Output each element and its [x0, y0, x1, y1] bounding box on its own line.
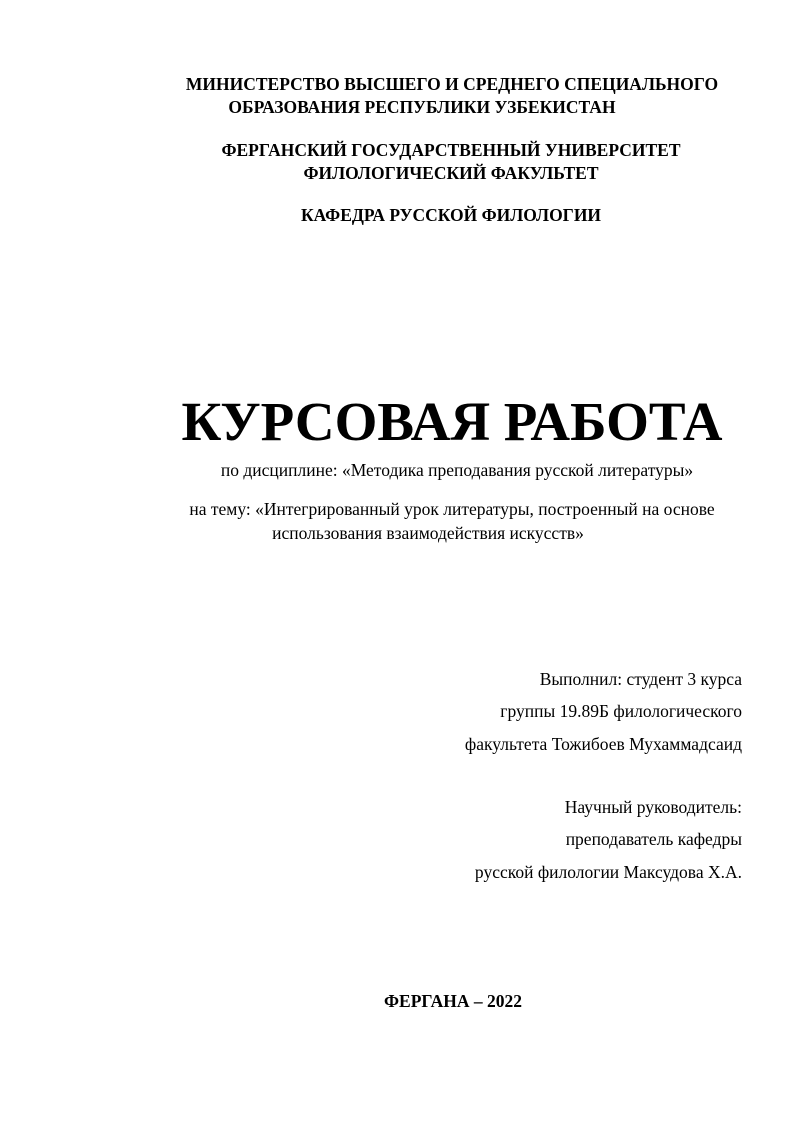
author-line-3: факультета Тожибоев Мухаммадсаид — [464, 734, 742, 754]
city-year: ФЕРГАНА – 2022 — [383, 991, 523, 1011]
supervisor-line-3: русской филологии Максудова Х.А. — [474, 862, 742, 882]
supervisor-line-2: преподаватель кафедры — [565, 829, 742, 849]
department: КАФЕДРА РУССКОЙ ФИЛОЛОГИИ — [300, 205, 602, 225]
author-line-2: группы 19.89Б филологического — [500, 701, 742, 721]
author-line-1: Выполнил: студент 3 курса — [539, 669, 742, 689]
ministry-line-2: ОБРАЗОВАНИЯ РЕСПУБЛИКИ УЗБЕКИСТАН — [228, 97, 616, 117]
ministry-line-1: МИНИСТЕРСТВО ВЫСШЕГО И СРЕДНЕГО СПЕЦИАЛЬНОГО — [185, 74, 719, 94]
supervisor-line-1: Научный руководитель: — [564, 797, 742, 817]
topic-line-1: на тему: «Интегрированный урок литературы, построенный на основе — [189, 499, 715, 519]
university-line-2: ФИЛОЛОГИЧЕСКИЙ ФАКУЛЬТЕТ — [303, 163, 599, 183]
document-title: КУРСОВАЯ РАБОТА — [181, 391, 723, 452]
discipline: по дисциплине: «Методика преподавания русской литературы» — [220, 460, 694, 480]
topic-line-2: использования взаимодействия искусств» — [272, 523, 584, 543]
university-line-1: ФЕРГАНСКИЙ ГОСУДАРСТВЕННЫЙ УНИВЕРСИТЕТ — [221, 140, 681, 160]
